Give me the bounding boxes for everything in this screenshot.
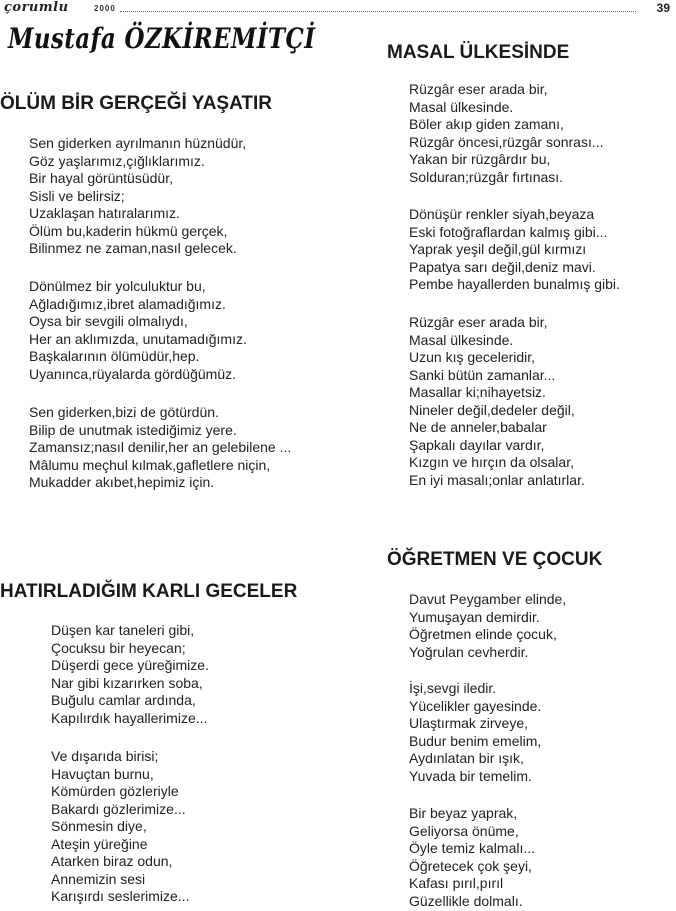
stanza [29, 278, 247, 383]
poem-line: İşi,sevgi iledir. [409, 680, 497, 696]
poem-line: Ateşin yüreğine [51, 835, 148, 852]
poem-line: Dönüşür renkler siyah,beyaza [409, 206, 595, 222]
poem-line: Kızgın ve hırçın da olsalar, [409, 454, 574, 470]
poem-line: Rüzgâr eser arada bir, [409, 81, 548, 97]
poem-line: Bilinmez ne zaman,nasıl gelecek. [29, 240, 237, 256]
poem-line: En iyi masalı;onlar anlatırlar. [409, 471, 585, 488]
poem-line: Sönmesin diye, [51, 818, 147, 834]
stanza [51, 748, 189, 906]
poem-line: Havuçtan burnu, [51, 765, 154, 782]
poem-line: Papatya sarı değil,deniz mavi. [409, 258, 596, 275]
poem-line: Her an aklımızda, unutamadığımız. [29, 330, 247, 347]
poem-line: Dönülmez bir yolculuktur bu, [29, 278, 206, 294]
poem-line: Kapılırdık hayallerimize... [51, 709, 208, 726]
poem-line: Yoğrulan cevherdir. [409, 643, 529, 660]
poem-line: Öğretmen elinde çocuk, [409, 626, 557, 642]
stanza [409, 206, 620, 294]
poem-line: Bilip de unutmak istediğimiz yere. [29, 421, 237, 438]
poem-line: Ve dışarıda birisi; [51, 748, 159, 764]
poem-line: Mukadder akıbet,hepimiz için. [29, 474, 215, 490]
poem-line: Eski fotoğraflardan kalmış gibi... [409, 223, 608, 240]
poem-line: Böler akıp giden zamanı, [409, 116, 564, 132]
poem-line: Yücelikler gayesinde. [409, 697, 542, 714]
poem-line: Masal ülkesinde. [409, 331, 514, 348]
poem-line: Pembe hayallerden bunalmış gibi. [409, 276, 620, 292]
poem-line: Buğulu camlar ardında, [51, 692, 196, 708]
poem-line: Nar gibi kızarırken soba, [51, 674, 203, 691]
poem-line: Göz yaşlarımız,çığlıklarımız. [29, 152, 205, 169]
poem-line: Nineler değil,dedeler değil, [409, 401, 575, 418]
poem-line: Atarken biraz odun, [51, 853, 173, 869]
issue-year: 2000 [94, 4, 116, 13]
poem-line: Güzellikle dolmalı. [409, 892, 523, 909]
poem-line: Öyle temiz kalmalı... [409, 840, 536, 856]
poem-line: Başkalarının ölümüdür,hep. [29, 348, 200, 364]
poem-line: Masal ülkesinde. [409, 98, 514, 115]
poem-line: Yakan bir rüzgârdır bu, [409, 151, 551, 167]
poem-line: Ne de anneler,babalar [409, 419, 547, 435]
poem-line: Ölüm bu,kaderin hükmü gerçek, [29, 222, 228, 239]
page-number: 39 [656, 1, 670, 15]
poem-line: Geliyorsa önüme, [409, 822, 519, 839]
stanza [29, 135, 246, 258]
stanza [409, 314, 585, 489]
poem-line: Sanki bütün zamanlar... [409, 366, 556, 383]
running-header [0, 0, 676, 20]
poem-line: Uzaklaşan hatıralarımız. [29, 205, 180, 221]
poem-line: Bir hayal görüntüsüdür, [29, 170, 173, 186]
stanza [409, 680, 541, 785]
poem-line: Annemizin sesi [51, 870, 146, 887]
poem-title: HATIRLADIĞIM KARLI GECELER [0, 581, 298, 602]
poem-line: Öğretecek çok şeyi, [409, 857, 532, 874]
poem-title: MASAL ÜLKESİNDE [387, 42, 570, 63]
poem-line: Çocuksu bir heyecan; [51, 639, 186, 656]
author-name: Mustafa ÖZKİREMİTÇİ [8, 22, 316, 55]
poem-line: Şapkalı dayılar vardır, [409, 436, 545, 453]
poem-line: Oysa bir sevgili olmalıydı, [29, 313, 188, 329]
poem-line: Zamansız;nasıl denilir,her an gelebilene ... [29, 439, 292, 455]
poem-line: Kömürden gözleriyle [51, 783, 179, 799]
poem-line: Davut Peygamber elinde, [409, 591, 567, 607]
poem-line: Bakardı gözlerimize... [51, 800, 186, 817]
header-rule [120, 11, 636, 12]
poem-line: Sen giderken,bizi de götürdün. [29, 404, 219, 420]
poem-line: Sisli ve belirsiz; [29, 187, 125, 204]
poem-line: Yumuşayan demirdir. [409, 608, 540, 625]
stanza [51, 622, 209, 727]
poem-line: Kafası pırıl,pırıl [409, 875, 504, 891]
poem-line: Yaprak yeşil değil,gül kırmızı [409, 241, 587, 257]
poem-line: Sen giderken ayrılmanın hüznüdür, [29, 135, 247, 151]
poem-line: Bir beyaz yaprak, [409, 805, 518, 821]
poem-line: Ulaştırmak zirveye, [409, 715, 529, 731]
poem-line: Ağladığımız,ibret alamadığımız. [29, 295, 226, 312]
poem-line: Düşerdi gece yüreğimize. [51, 657, 209, 673]
poem-line: Düşen kar taneleri gibi, [51, 622, 195, 638]
stanza [409, 591, 566, 661]
stanza [29, 404, 291, 492]
poem-line: Uyanınca,rüyalarda gördüğümüz. [29, 365, 237, 382]
stanza [409, 81, 604, 186]
poem-title: ÖĞRETMEN VE ÇOCUK [387, 549, 603, 570]
poem-line: Rüzgâr öncesi,rüzgâr sonrası... [409, 133, 604, 150]
poem-line: Karışırdı seslerimize... [51, 888, 190, 904]
magazine-name: çorumlu [4, 0, 69, 15]
poem-line: Rüzgâr eser arada bir, [409, 314, 548, 330]
poem-line: Budur benim emelim, [409, 732, 542, 749]
poem-title: ÖLÜM BİR GERÇEĞİ YAŞATIR [0, 93, 273, 114]
poem-line: Masallar ki;nihayetsiz. [409, 384, 546, 400]
poem-line: Aydınlatan bir ışık, [409, 750, 524, 766]
poem-line: Yuvada bir temelim. [409, 767, 532, 784]
poem-line: Uzun kış geceleridir, [409, 349, 536, 365]
poem-line: Mâlumu meçhul kılmak,gafletlere niçin, [29, 456, 271, 473]
poem-line: Solduran;rüzgâr fırtınası. [409, 168, 564, 185]
stanza [409, 805, 535, 910]
